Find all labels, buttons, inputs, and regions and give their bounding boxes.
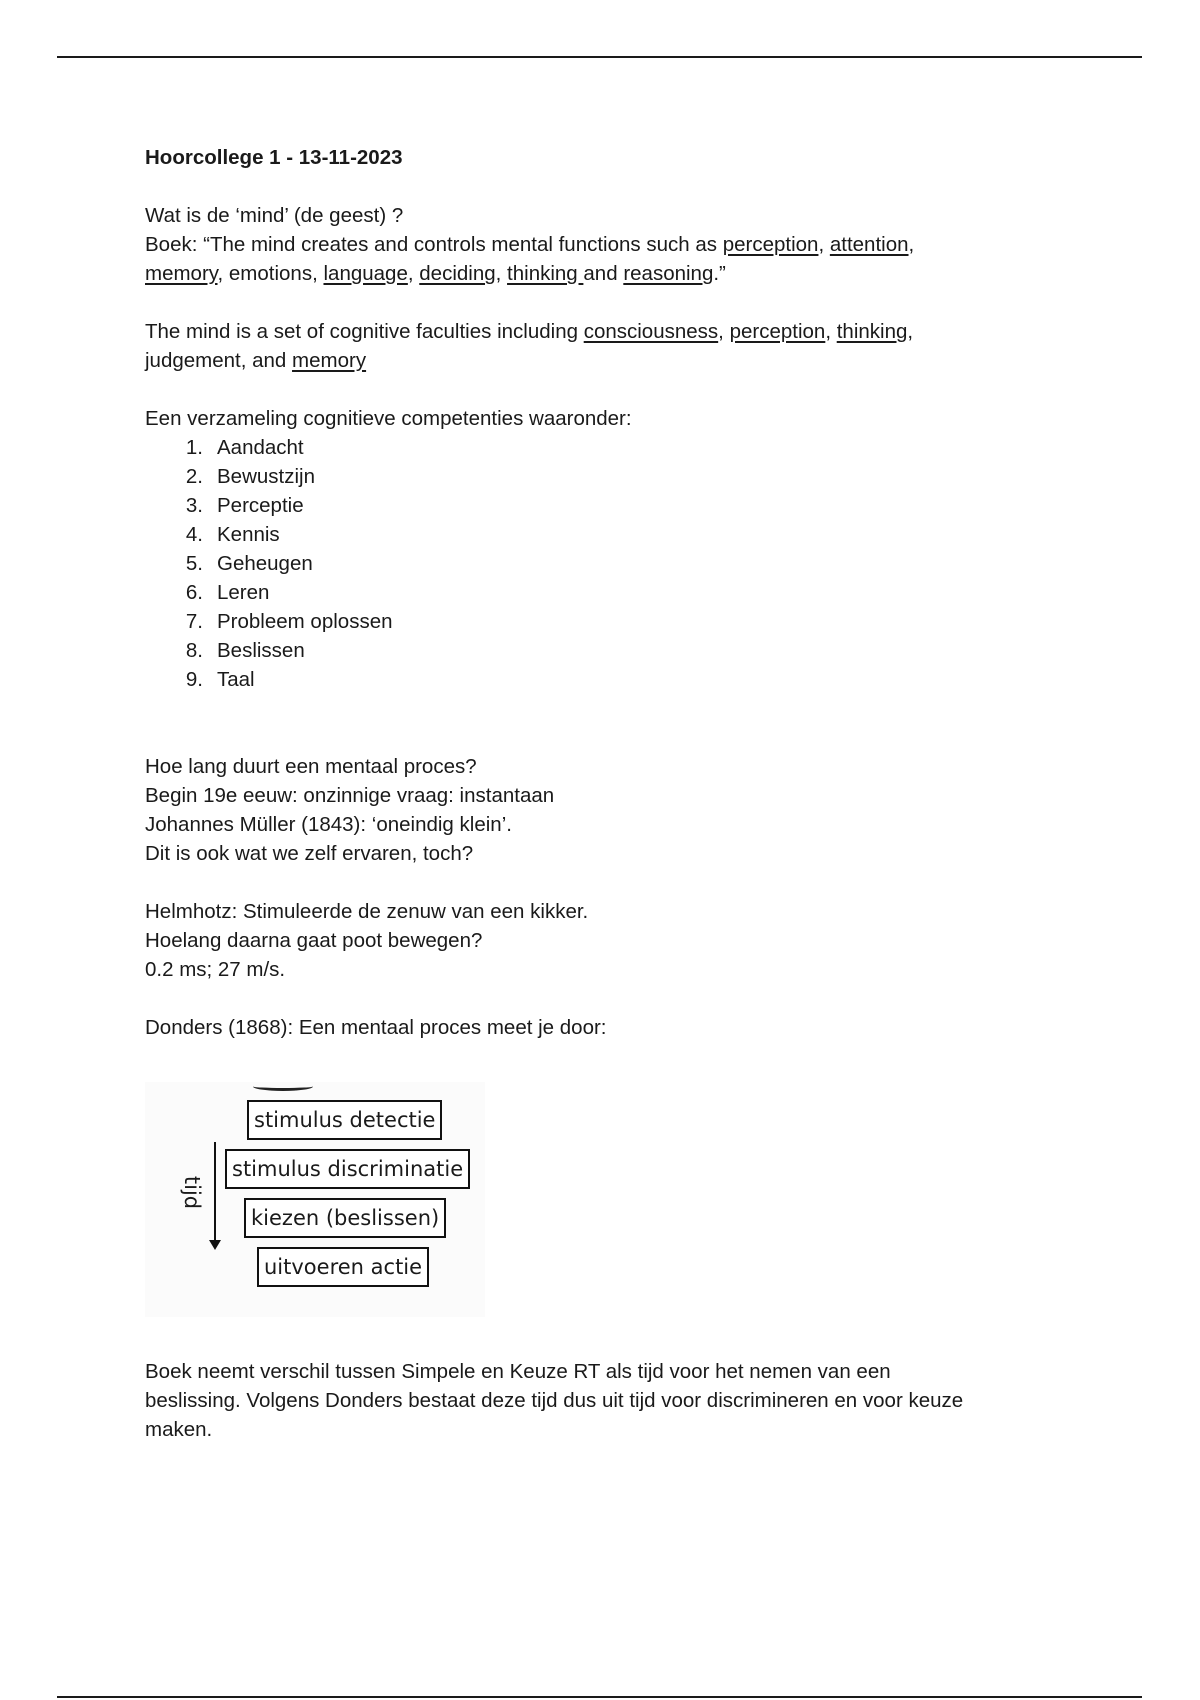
step-uitvoeren-actie: uitvoeren actie	[257, 1247, 429, 1287]
link-thinking-2: thinking	[836, 320, 908, 343]
link-attention: attention	[829, 233, 909, 256]
helmholtz-line: Hoelang daarna gaat poot bewegen?	[145, 929, 483, 952]
link-thinking: thinking	[507, 262, 584, 285]
list-item: 8. Beslissen	[185, 639, 305, 662]
mind-definition-continued: judgement, and memory	[145, 349, 367, 372]
link-memory-2: memory	[292, 349, 367, 372]
step-stimulus-detectie: stimulus detectie	[247, 1100, 442, 1140]
closing-line: beslissing. Volgens Donders bestaat deze tijd dus uit tijd voor discrimineren en voor keuze	[145, 1389, 964, 1412]
page-title: Hoorcollege 1 - 13-11-2023	[145, 146, 403, 169]
link-deciding: deciding	[419, 262, 496, 285]
link-perception: perception	[722, 233, 819, 256]
duration-line: Begin 19e eeuw: onzinnige vraag: instantaan	[145, 784, 555, 807]
step-stimulus-discriminatie: stimulus discriminatie	[225, 1149, 470, 1189]
helmholtz-line: 0.2 ms; 27 m/s.	[145, 958, 286, 981]
document-body	[145, 143, 1045, 1444]
helmholtz-line: Helmhotz: Stimuleerde de zenuw van een kikker.	[145, 900, 589, 923]
arrow-down-icon	[209, 1240, 221, 1250]
list-item: 1. Aandacht	[185, 436, 304, 459]
link-language: language	[323, 262, 408, 285]
footer-rule	[57, 1696, 1142, 1698]
closing-line: Boek neemt verschil tussen Simpele en Keuze RT als tijd voor het nemen van een	[145, 1360, 891, 1383]
list-item: 6. Leren	[185, 581, 270, 604]
link-perception-2: perception	[729, 320, 826, 343]
donders-line: Donders (1868): Een mentaal proces meet je door:	[145, 1016, 607, 1039]
list-intro: Een verzameling cognitieve competenties waaronder:	[145, 407, 632, 430]
step-kiezen: kiezen (beslissen)	[244, 1198, 446, 1238]
donders-diagram	[145, 1082, 485, 1317]
list-item: 9. Taal	[185, 668, 255, 691]
list-item: 3. Perceptie	[185, 494, 304, 517]
link-memory: memory	[145, 262, 218, 285]
book-quote: Boek: “The mind creates and controls mental functions such as perception, attention,	[145, 233, 915, 256]
question-mind: Wat is de ‘mind’ (de geest) ?	[145, 204, 404, 227]
list-item: 7. Probleem oplossen	[185, 610, 393, 633]
mind-definition: The mind is a set of cognitive faculties including consciousness, perception, thinking,	[145, 320, 914, 343]
link-consciousness: consciousness	[583, 320, 719, 343]
link-reasoning: reasoning	[623, 262, 714, 285]
duration-question: Hoe lang duurt een mentaal proces?	[145, 755, 477, 778]
competencies-list	[145, 433, 1045, 694]
time-axis-label: tijd	[180, 1175, 205, 1210]
list-item: 4. Kennis	[185, 523, 280, 546]
list-item: 5. Geheugen	[185, 552, 313, 575]
book-quote-continued: memory, emotions, language, deciding, thinking and reasoning.”	[145, 262, 726, 285]
time-axis	[214, 1142, 216, 1242]
list-item: 2. Bewustzijn	[185, 465, 315, 488]
diagram-arc	[253, 1082, 313, 1091]
closing-line: maken.	[145, 1418, 213, 1441]
duration-line: Dit is ook wat we zelf ervaren, toch?	[145, 842, 474, 865]
duration-line: Johannes Müller (1843): ‘oneindig klein’.	[145, 813, 512, 836]
header-rule	[57, 56, 1142, 58]
